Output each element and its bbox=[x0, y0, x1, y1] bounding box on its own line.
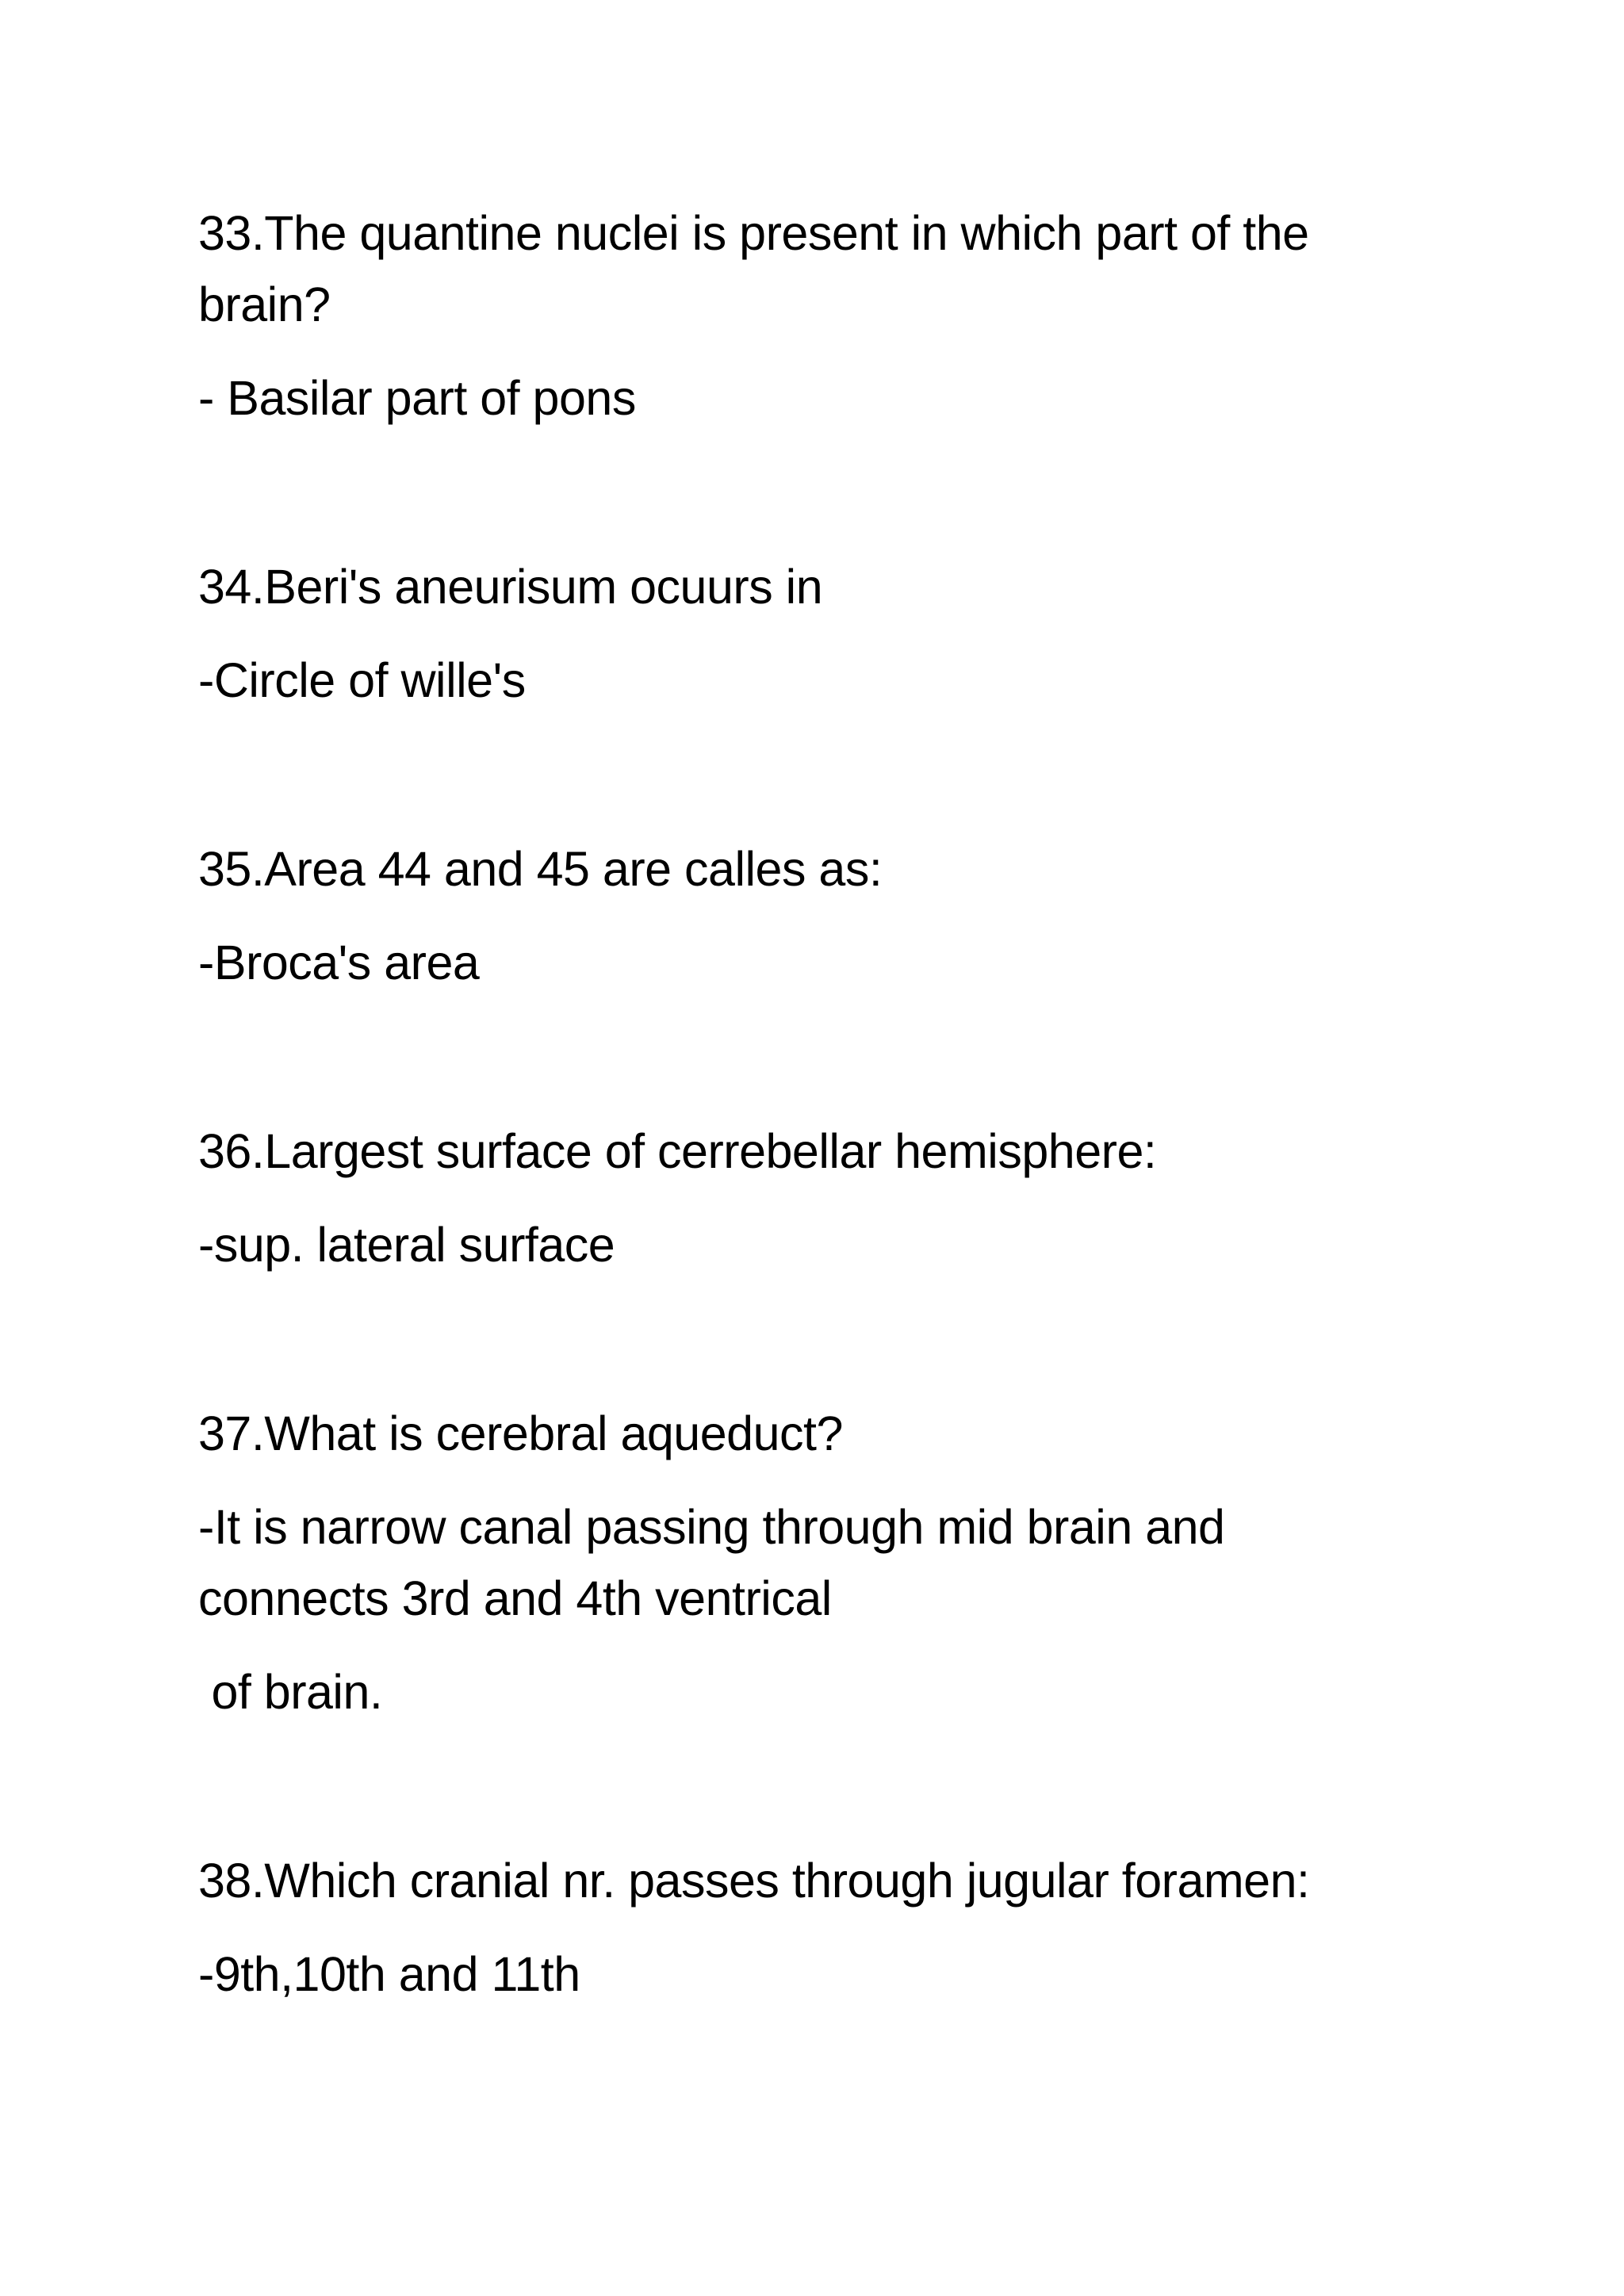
answer-text: -sup. lateral surface bbox=[198, 1218, 615, 1272]
question-text: 37.What is cerebral aqueduct? bbox=[198, 1406, 843, 1460]
answer-text: - Basilar part of pons bbox=[198, 371, 636, 425]
answer-text: -Broca's area bbox=[198, 936, 480, 989]
answer-text: of brain. bbox=[198, 1665, 383, 1719]
question-text: 34.Beri's aneurisum ocuurs in bbox=[198, 560, 823, 614]
question-text: 33.The quantine nuclei is present in which part of the bbox=[198, 206, 1309, 260]
question-text: brain? bbox=[198, 277, 331, 331]
question-text: 36.Largest surface of cerrebellar hemisphere: bbox=[198, 1124, 1157, 1178]
answer-text: connects 3rd and 4th ventrical bbox=[198, 1571, 832, 1625]
answer-text: -Circle of wille's bbox=[198, 653, 526, 707]
answer-text: -9th,10th and 11th bbox=[198, 1947, 580, 2001]
question-text: 38.Which cranial nr. passes through jugular foramen: bbox=[198, 1854, 1310, 1908]
answer-text: -It is narrow canal passing through mid brain and bbox=[198, 1500, 1225, 1554]
question-text: 35.Area 44 and 45 are calles as: bbox=[198, 842, 883, 896]
